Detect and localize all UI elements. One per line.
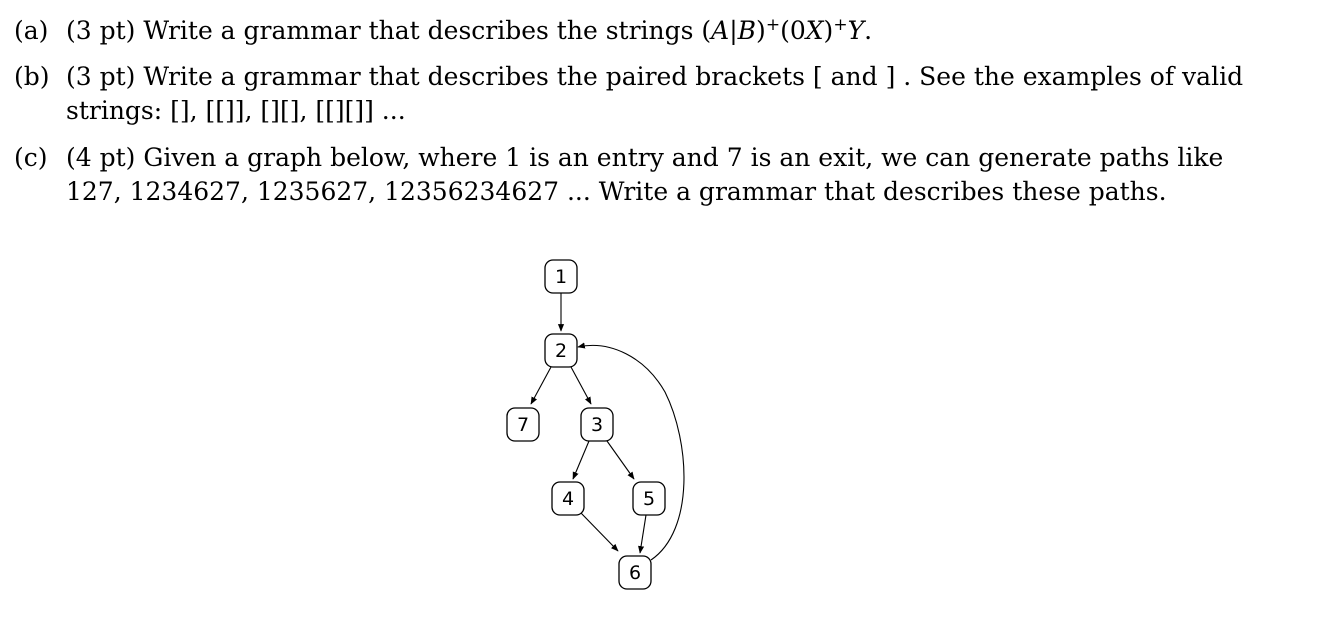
- problem-b-body: [66, 60, 1284, 128]
- problem-a-tag: (a): [14, 16, 49, 45]
- edge-2-7: [531, 367, 551, 404]
- problem-c: [14, 141, 1284, 209]
- node-1: [545, 260, 577, 293]
- svg-text:7: 7: [516, 414, 530, 436]
- problem-a-body: [66, 14, 1284, 48]
- node-2: [545, 334, 577, 367]
- edge-5-6: [640, 515, 646, 553]
- problem-b-points: (3 pt): [66, 62, 136, 91]
- edge-6-2: [578, 345, 684, 560]
- svg-text:2: 2: [554, 340, 568, 362]
- node-5: [633, 482, 665, 515]
- problem-c-text: Given a graph below, where 1 is an entry and 7 is an exit, we can generate paths like 127, 1234627, 1235627, 12356234627 ... Write a grammar that describes these paths.: [66, 143, 1224, 206]
- problem-c-points: (4 pt): [66, 143, 136, 172]
- node-3: [581, 408, 613, 441]
- problem-a-math: (A|B)+(0X)+Y.: [701, 15, 873, 45]
- problem-a: [14, 14, 1284, 48]
- node-7: [507, 408, 539, 441]
- edge-4-6: [580, 512, 618, 551]
- edge-2-3: [571, 367, 591, 404]
- svg-text:4: 4: [561, 488, 575, 510]
- node-6: [619, 556, 651, 589]
- problem-b: [14, 60, 1284, 128]
- problem-c-tag: (c): [14, 143, 48, 172]
- control-flow-graph: [495, 252, 705, 597]
- problem-b-text: Write a grammar that describes the paired brackets [ and ] . See the examples of valid strings: [], [[]], [][], [[][]] ...: [66, 62, 1244, 125]
- problem-a-points: (3 pt): [66, 16, 136, 45]
- svg-text:6: 6: [628, 562, 642, 584]
- svg-text:3: 3: [590, 414, 604, 436]
- problem-c-body: [66, 141, 1284, 209]
- edge-3-5: [607, 441, 634, 479]
- svg-text:1: 1: [554, 266, 568, 288]
- node-4: [552, 482, 584, 515]
- problem-b-tag: (b): [14, 62, 50, 91]
- svg-text:5: 5: [642, 488, 656, 510]
- edge-3-4: [573, 441, 589, 479]
- problem-a-text: Write a grammar that describes the strings: [143, 16, 694, 45]
